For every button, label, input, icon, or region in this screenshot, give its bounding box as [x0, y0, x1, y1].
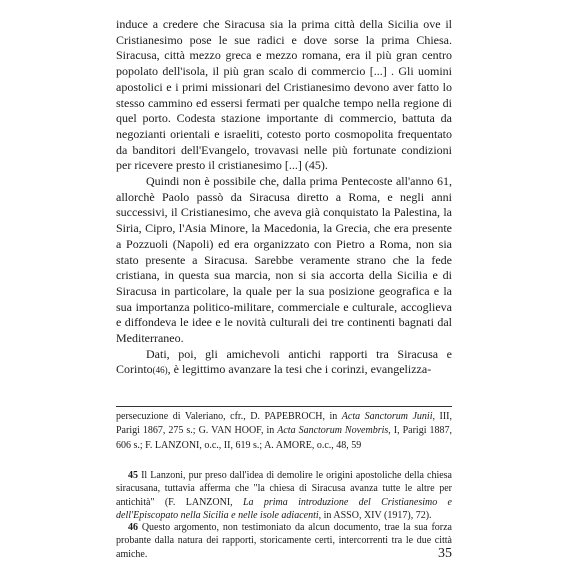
paragraph-3 [116, 347, 452, 379]
paragraph-2: Quindi non è possibile che, dalla prima Pentecoste all'anno 61, allorchè Paolo passò da Siracusa diretto a Roma, e negli anni successivi, il Cristianesimo, che aveva già conquistato la Palestina, la Siria, Cipro, l'Asia Minore, la Macedonia, la Grecia, che era presente a Pozzuoli (Napoli) ed era organizzato con Pietro a Roma, non sia stato presente a Siracusa. Sarebbe veramente strano che la fede cristiana, in questa sua marcia, non si sia accorta della Sicilia e di Siracusa in particolare, la quale per la sua posizione geografica e la sua importanza politico-militare, commerciale e culturale, accoglieva e diffondeva le idee e le novità culturali dei tre continenti bagnati dal Mediterraneo. [116, 174, 452, 346]
footnote-46-number: 46 [128, 522, 138, 533]
footnote-continuation-text-c: , I, Parigi 1887, 606 s.; F. LANZONI, o.c., II, 619 s.; A. AMORE, o.c., 48, 59 [116, 425, 452, 451]
footnote-continuation [116, 410, 452, 453]
footnote-45-text-b: , in ASSO, XIV (1917), 72). [318, 510, 432, 522]
footnote-45-title: La prima introduzione del Cristianesimo e dell'Episcopato nella Sicilia e nelle isole adiacenti [116, 496, 452, 522]
footnote-continuation-title-a: Acta Sanctorum Junii [341, 411, 433, 422]
footnote-45 [116, 469, 452, 523]
main-text [116, 17, 452, 379]
footnote-continuation-title-b: Acta Sanctorum Novembris [277, 425, 389, 437]
footnote-continuation-text-a: persecuzione di Valeriano, cfr., D. PAPEBROCH, in [116, 411, 342, 422]
footnote-reference-46: (46) [152, 365, 168, 376]
page-number: 35 [438, 546, 452, 561]
footnote-continuation-text-b: , III, Parigi 1867, 275 s.; G. VAN HOOF, in [116, 411, 453, 437]
footnote-45-text-a: Il Lanzoni, pur preso dall'idea di demolire le origini apostoliche della chiesa siracusana, tuttavia afferma che "la chiesa di Siracusa avanza tutte le altre per antichità" (F. LANZONI, [116, 470, 452, 508]
footnote-46 [116, 521, 452, 561]
paragraph-1: induce a credere che Siracusa sia la prima città della Sicilia ove il Cristianesimo pose le sue radici e dove sorse la prima Chiesa. Siracusa, città mezzo greca e mezzo romana, era il più gran centro popolato dell'isola, il più gran scalo di commercio [...] . Gli uomini apostolici e i primi missionari del Cristianesimo devono aver fatto lo stesso cammino ed essersi fermati per qualche tempo nella regione di quel porto. Codesta stazione importante di commercio, battuta da negozianti orientali e israeliti, cotesto porto cosmopolita frequentato da banditori dell'Evangelo, trovavasi nelle più fortunate condizioni per ricevere presto il cristianesimo [...] (45). [116, 17, 452, 173]
paragraph-3-start: Dati, poi, gli amichevoli antichi rapporti tra Siracusa e Corinto [116, 346, 452, 377]
footnote-45-number: 45 [128, 470, 138, 481]
footnote-separator [116, 406, 452, 407]
paragraph-3-end: , è legittimo avanzare la tesi che i corinzi, evangelizza- [167, 362, 432, 377]
footnote-46-text: Questo argomento, non testimoniato da alcun documento, trae la sua forza probante dalla natura dei rapporti, storicamente certi, intercorrenti tra le due città amiche. [116, 522, 452, 560]
